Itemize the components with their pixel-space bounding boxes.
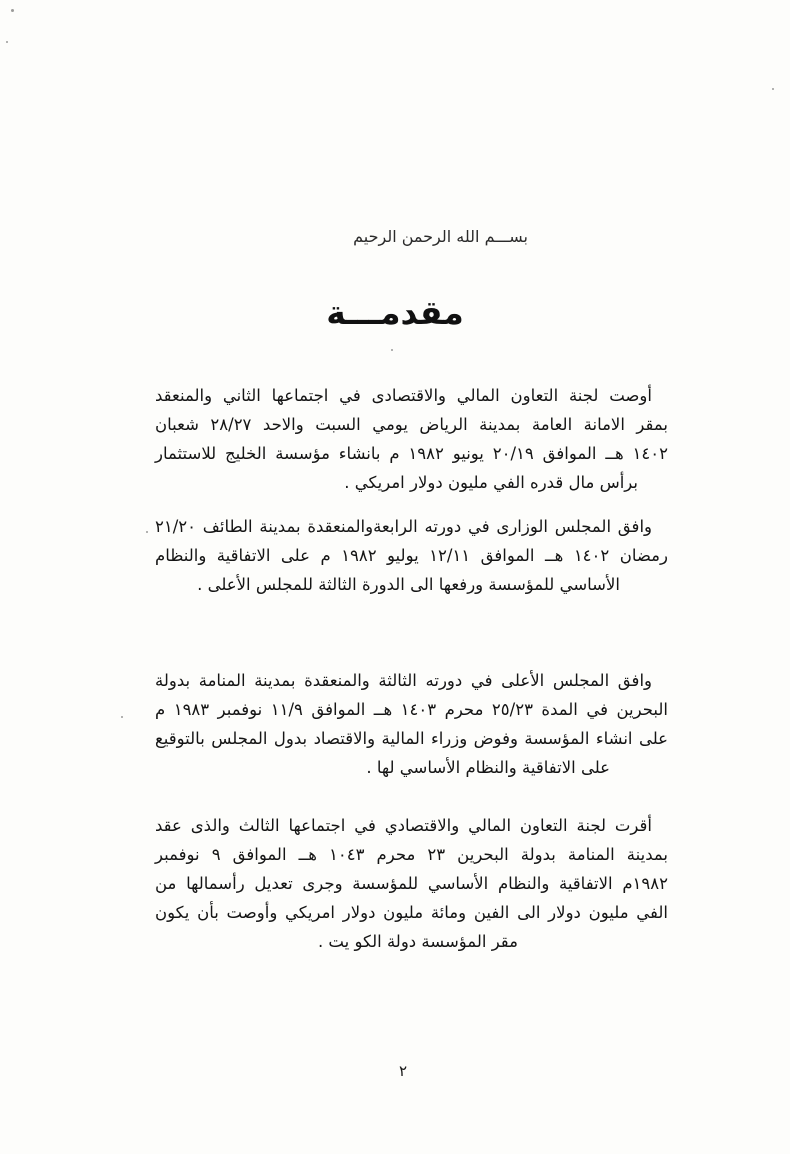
paragraph-line: الأساسي للمؤسسة ورفعها الى الدورة الثالثة للمجلس الأعلى . [197, 575, 620, 594]
paragraph-line: ١٩٨٢م الاتفاقية والنظام الأساسي للمؤسسة وجرى تعديل رأسمالها من [155, 874, 668, 893]
paragraph-line: على الاتفاقية والنظام الأساسي لها . [366, 758, 610, 777]
paragraph-line: رمضان ١٤٠٢ هــ الموافق ١٢/١١ يوليو ١٩٨٢ م على الاتفاقية والنظام [155, 546, 668, 565]
paragraph-line: أقرت لجنة التعاون المالي والاقتصادي في اجتماعها الثالث والذى عقد [155, 816, 652, 835]
paragraph-line: وافق المجلس الوزارى في دورته الرابعةوالمنعقدة بمدينة الطائف ٢١/٢٠ [155, 517, 652, 536]
paragraph-line: بمدينة المنامة بدولة البحرين ٢٣ محرم ١٠٤٣ هــ الموافق ٩ نوفمبر [155, 845, 668, 864]
body-text [155, 381, 668, 956]
paragraph-line: على انشاء المؤسسة وفوض وزراء المالية والاقتصاد بدول المجلس بالتوقيع [155, 729, 668, 748]
bismillah-calligraphy: بســـم الله الرحمن الرحيم [353, 227, 528, 246]
page-number: ٢ [398, 1062, 408, 1080]
paragraph [155, 666, 668, 782]
scan-speck [391, 349, 393, 351]
paragraph-line: البحرين في المدة ٢٥/٢٣ محرم ١٤٠٣ هــ الموافق ١١/٩ نوفمبر ١٩٨٣ م [155, 700, 668, 719]
page-title: مقدمـــة [326, 293, 464, 332]
paragraph [155, 512, 668, 599]
paragraph-line: برأس مال قدره الفي مليون دولار امريكي . [344, 473, 638, 492]
paragraph-line: الفي مليون دولار الى الفين ومائة مليون دولار امريكي وأوصت بأن يكون [155, 903, 668, 922]
scan-speck [11, 9, 14, 12]
paragraph-line: أوصت لجنة التعاون المالي والاقتصادى في اجتماعها الثاني والمنعقد [155, 386, 652, 405]
paragraph-line: ١٤٠٢ هــ الموافق ٢٠/١٩ يونيو ١٩٨٢ م بانشاء مؤسسة الخليج للاستثمار [155, 444, 668, 463]
scan-speck [6, 41, 8, 43]
scan-speck [772, 88, 774, 90]
paragraph-line: وافق المجلس الأعلى في دورته الثالثة والمنعقدة بمدينة المنامة بدولة [155, 671, 652, 690]
scan-speck [146, 531, 148, 533]
paragraph-line: مقر المؤسسة دولة الكو يت . [317, 932, 518, 951]
paragraph [155, 381, 668, 497]
scan-speck [121, 716, 123, 718]
paragraph [155, 811, 668, 956]
paragraph-line: بمقر الامانة العامة بمدينة الرياض يومي السبت والاحد ٢٨/٢٧ شعبان [155, 415, 668, 434]
